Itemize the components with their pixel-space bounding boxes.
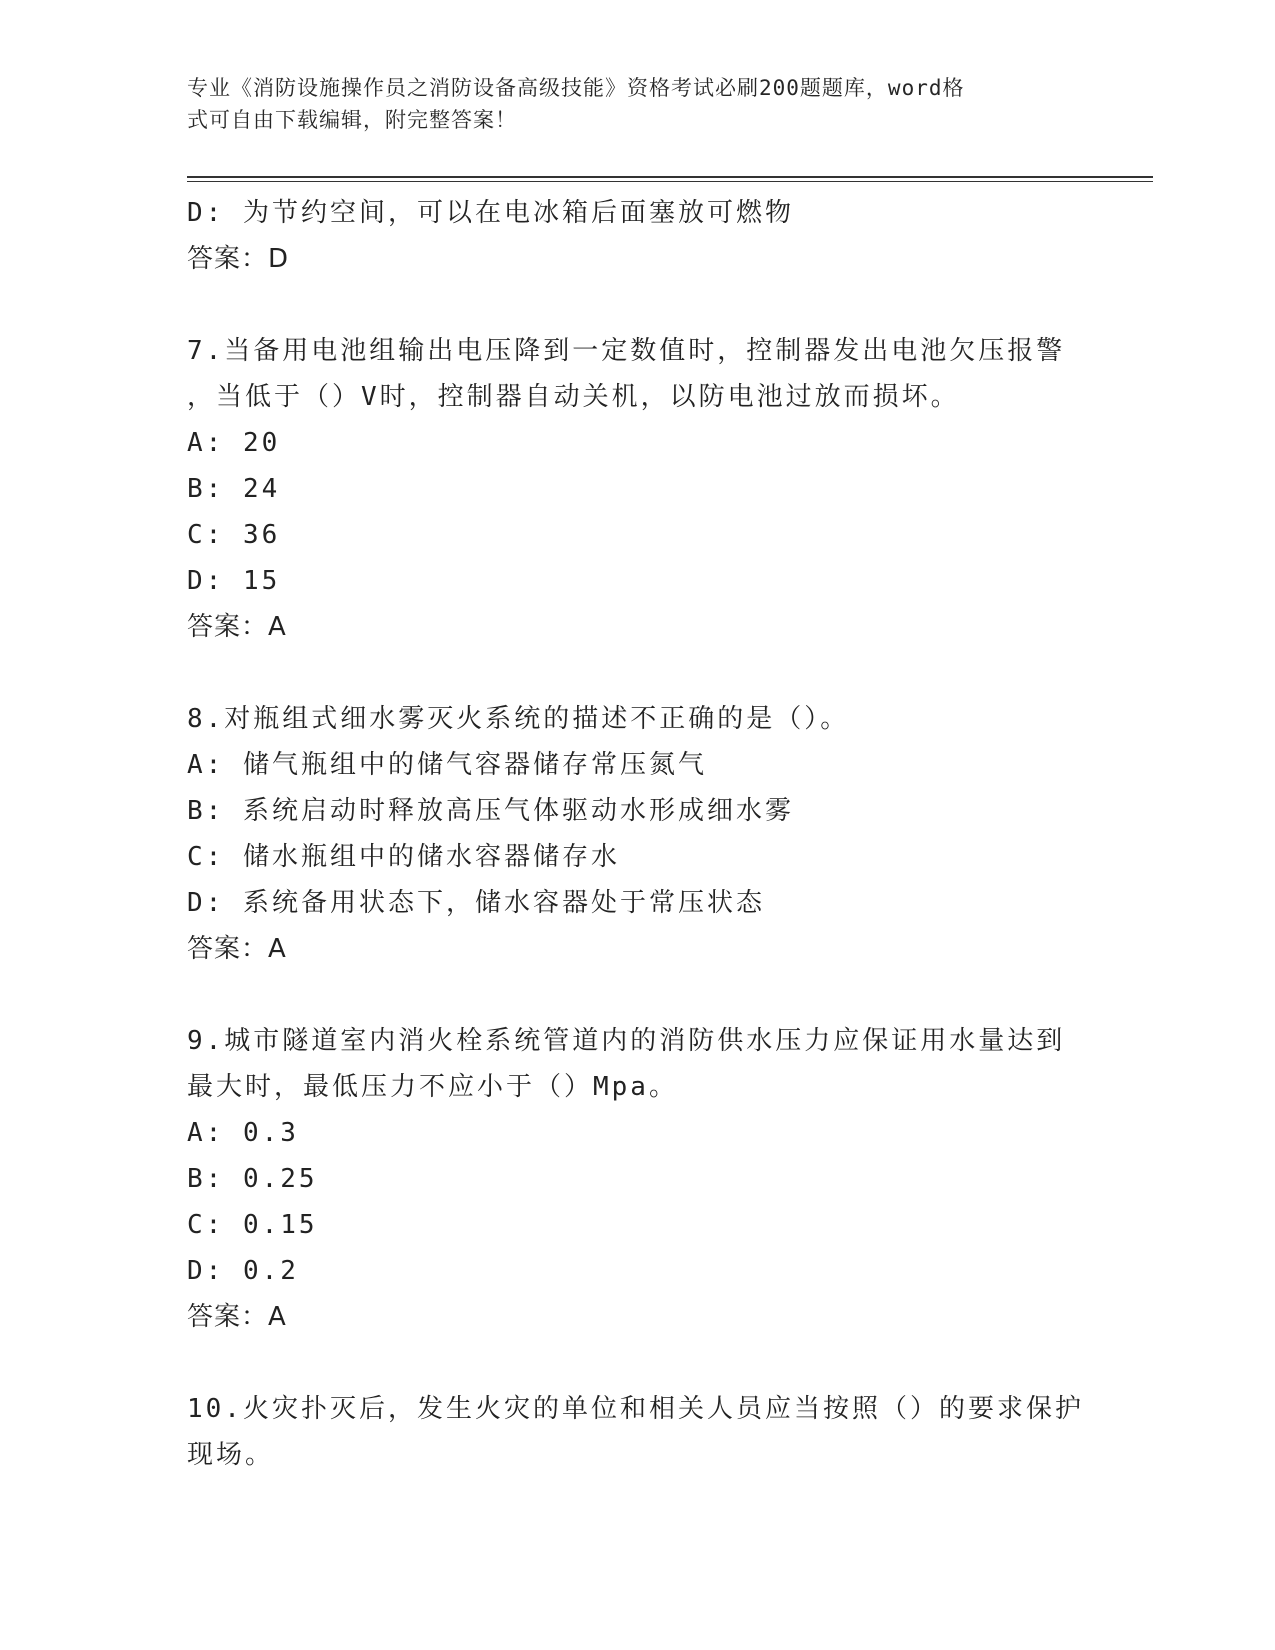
option-a: A: 0.3	[187, 1118, 299, 1148]
question-10	[187, 1386, 1087, 1478]
option-b: B: 0.25	[187, 1164, 318, 1194]
option-a: A: 储气瓶组中的储气容器储存常压氮气	[187, 750, 707, 780]
option-c: C: 36	[187, 520, 281, 550]
answer: 答案：A	[187, 1302, 287, 1332]
option-c: C: 0.15	[187, 1210, 318, 1240]
answer: 答案：A	[187, 934, 287, 964]
option-b: B: 24	[187, 474, 281, 504]
question-stem: 7.当备用电池组输出电压降到一定数值时，控制器发出电池欠压报警	[187, 336, 1066, 366]
question-7	[187, 328, 1087, 650]
option-c: C: 储水瓶组中的储水容器储存水	[187, 842, 620, 872]
document-header	[187, 72, 1087, 136]
question-stem: 现场。	[187, 1440, 275, 1470]
question-stem: 9.城市隧道室内消火栓系统管道内的消防供水压力应保证用水量达到	[187, 1026, 1066, 1056]
document-body	[187, 190, 1087, 1478]
question-8	[187, 696, 1087, 972]
prev-option-d: D: 为节约空间，可以在电冰箱后面塞放可燃物	[187, 198, 794, 228]
option-b: B: 系统启动时释放高压气体驱动水形成细水雾	[187, 796, 794, 826]
option-d: D: 15	[187, 566, 281, 596]
answer: 答案：A	[187, 612, 287, 642]
question-stem: ，当低于（）V时，控制器自动关机，以防电池过放而损坏。	[187, 382, 960, 412]
header-line-2: 式可自由下载编辑，附完整答案！	[187, 108, 517, 132]
option-d: D: 0.2	[187, 1256, 299, 1286]
question-9	[187, 1018, 1087, 1340]
header-rule-thick	[187, 176, 1153, 178]
question-stem: 8.对瓶组式细水雾灭火系统的描述不正确的是（）。	[187, 704, 850, 734]
header-line-1: 专业《消防设施操作员之消防设备高级技能》资格考试必刷200题题库，word格	[187, 76, 965, 100]
header-rule-thin	[187, 181, 1153, 182]
option-a: A: 20	[187, 428, 281, 458]
prev-answer: 答案：D	[187, 244, 290, 274]
question-stem: 最大时，最低压力不应小于（）Mpa。	[187, 1072, 678, 1102]
option-d: D: 系统备用状态下，储水容器处于常压状态	[187, 888, 765, 918]
question-stem: 10.火灾扑灭后，发生火灾的单位和相关人员应当按照（）的要求保护	[187, 1394, 1084, 1424]
